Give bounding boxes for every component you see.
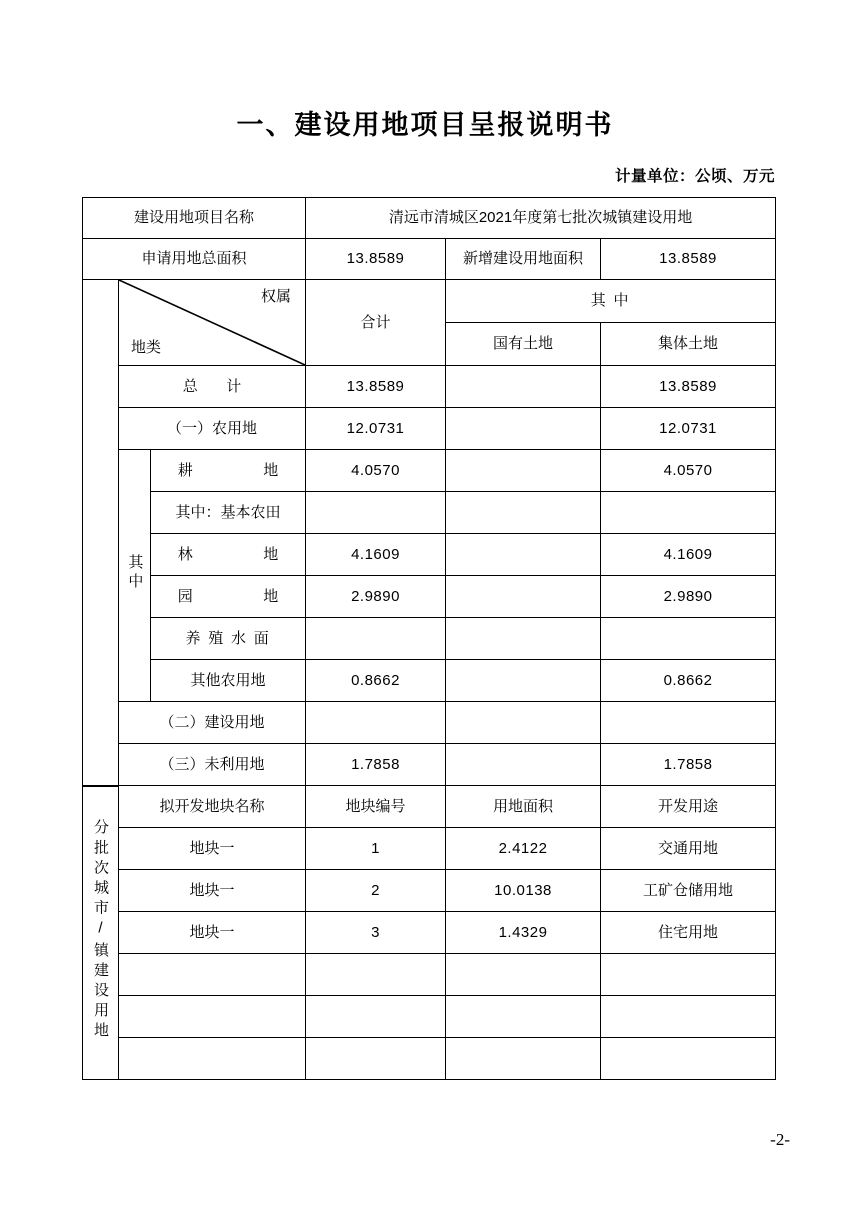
row-label-agricultural-land: （一）农用地: [119, 408, 306, 450]
row-state-forest-land: [446, 534, 601, 576]
table-row-parcel: [83, 870, 776, 912]
table-row-parcel-empty: [83, 1038, 776, 1080]
parcel-side-label-cell: [83, 786, 119, 1080]
parcel-header-number: 地块编号: [306, 786, 446, 828]
new-construction-label: 新增建设用地面积: [446, 239, 601, 280]
row-label-garden-land: 园 地: [151, 576, 306, 618]
parcel-number: 1: [306, 828, 446, 870]
page-number: -2-: [770, 1130, 790, 1149]
row-state-agricultural-land: [446, 408, 601, 450]
total-area-value: 13.8589: [306, 239, 446, 280]
row-total-aquaculture-surface: [306, 618, 446, 660]
table-row-parcel: [83, 828, 776, 870]
table-row-grand-total: [83, 366, 776, 408]
table-row-parcel-header: [83, 786, 776, 828]
parcel-number: [306, 954, 446, 996]
row-collective-other-agricultural-land: 0.8662: [601, 660, 776, 702]
project-name-value: 清远市清城区2021年度第七批次城镇建设用地: [306, 198, 776, 239]
row-state-aquaculture-surface: [446, 618, 601, 660]
parcel-name: 地块一: [119, 828, 306, 870]
row-collective-agricultural-land: 12.0731: [601, 408, 776, 450]
row-total-basic-farmland: [306, 492, 446, 534]
parcel-name: [119, 996, 306, 1038]
row-label-basic-farmland: 其中：基本农田: [151, 492, 306, 534]
parcel-number: 3: [306, 912, 446, 954]
row-label-cultivated-land: 耕 地: [151, 450, 306, 492]
corner-diagonal-header: [119, 280, 306, 366]
table-row-agricultural-land: [83, 408, 776, 450]
parcel-area: 1.4329: [446, 912, 601, 954]
table-row-forest-land: [83, 534, 776, 576]
parcel-header-name: 拟开发地块名称: [119, 786, 306, 828]
land-type-spacer-column: [83, 280, 119, 786]
parcel-area: [446, 954, 601, 996]
table-row-unused-land: [83, 744, 776, 786]
row-label-construction-land: （二）建设用地: [119, 702, 306, 744]
parcel-purpose: [601, 996, 776, 1038]
parcel-header-purpose: 开发用途: [601, 786, 776, 828]
parcel-name: 地块一: [119, 912, 306, 954]
parcel-area: [446, 996, 601, 1038]
table-row-cultivated-land: [83, 450, 776, 492]
parcel-area: 10.0138: [446, 870, 601, 912]
land-requisition-table: [82, 197, 776, 1080]
table-row-parcel-empty: [83, 954, 776, 996]
measurement-unit-note: 计量单位：公顷、万元: [614, 168, 775, 185]
parcel-purpose: 工矿仓储用地: [601, 870, 776, 912]
parcel-purpose: [601, 954, 776, 996]
parcel-area: [446, 1038, 601, 1080]
column-header-group: 其 中: [446, 280, 776, 323]
table-row-header-group: [83, 280, 776, 323]
table-row-other-agricultural-land: [83, 660, 776, 702]
row-state-basic-farmland: [446, 492, 601, 534]
parcel-purpose: 交通用地: [601, 828, 776, 870]
parcel-name: [119, 954, 306, 996]
row-collective-forest-land: 4.1609: [601, 534, 776, 576]
row-collective-grand-total: 13.8589: [601, 366, 776, 408]
table-row-parcel-empty: [83, 996, 776, 1038]
row-label-forest-land: 林 地: [151, 534, 306, 576]
table-row-garden-land: [83, 576, 776, 618]
parcel-header-area: 用地面积: [446, 786, 601, 828]
sub-group-label: 其中: [126, 554, 144, 592]
corner-bottom-label: 地类: [131, 339, 162, 356]
row-total-other-agricultural-land: 0.8662: [306, 660, 446, 702]
row-state-other-agricultural-land: [446, 660, 601, 702]
row-collective-cultivated-land: 4.0570: [601, 450, 776, 492]
sub-group-label-cell: [119, 450, 151, 702]
row-total-unused-land: 1.7858: [306, 744, 446, 786]
row-total-grand-total: 13.8589: [306, 366, 446, 408]
row-label-unused-land: （三）未利用地: [119, 744, 306, 786]
parcel-number: 2: [306, 870, 446, 912]
parcel-name: [119, 1038, 306, 1080]
column-header-total: 合计: [306, 280, 446, 366]
row-total-agricultural-land: 12.0731: [306, 408, 446, 450]
row-total-forest-land: 4.1609: [306, 534, 446, 576]
row-collective-garden-land: 2.9890: [601, 576, 776, 618]
table-row-basic-farmland: [83, 492, 776, 534]
project-name-label: 建设用地项目名称: [83, 198, 306, 239]
corner-top-label: 权属: [261, 288, 292, 305]
table-row-parcel: [83, 912, 776, 954]
new-construction-value: 13.8589: [601, 239, 776, 280]
row-state-cultivated-land: [446, 450, 601, 492]
table-row-construction-land: [83, 702, 776, 744]
row-total-garden-land: 2.9890: [306, 576, 446, 618]
row-collective-aquaculture-surface: [601, 618, 776, 660]
row-collective-unused-land: 1.7858: [601, 744, 776, 786]
column-header-state-owned: 国有土地: [446, 323, 601, 366]
row-total-construction-land: [306, 702, 446, 744]
row-state-unused-land: [446, 744, 601, 786]
parcel-purpose: [601, 1038, 776, 1080]
row-state-grand-total: [446, 366, 601, 408]
page-title: 一、建设用地项目呈报说明书: [236, 110, 614, 140]
row-label-grand-total: 总 计: [119, 366, 306, 408]
row-label-aquaculture-surface: 养 殖 水 面: [151, 618, 306, 660]
parcel-side-label: 分批次城市/镇建设用地: [92, 818, 109, 1042]
row-collective-basic-farmland: [601, 492, 776, 534]
row-total-cultivated-land: 4.0570: [306, 450, 446, 492]
parcel-number: [306, 996, 446, 1038]
parcel-name: 地块一: [119, 870, 306, 912]
table-row-total-area: [83, 239, 776, 280]
total-area-label: 申请用地总面积: [83, 239, 306, 280]
table-row-aquaculture-surface: [83, 618, 776, 660]
row-state-construction-land: [446, 702, 601, 744]
row-collective-construction-land: [601, 702, 776, 744]
parcel-number: [306, 1038, 446, 1080]
column-header-collective: 集体土地: [601, 323, 776, 366]
table-row-project-name: [83, 198, 776, 239]
parcel-area: 2.4122: [446, 828, 601, 870]
row-label-other-agricultural-land: 其他农用地: [151, 660, 306, 702]
parcel-purpose: 住宅用地: [601, 912, 776, 954]
row-state-garden-land: [446, 576, 601, 618]
